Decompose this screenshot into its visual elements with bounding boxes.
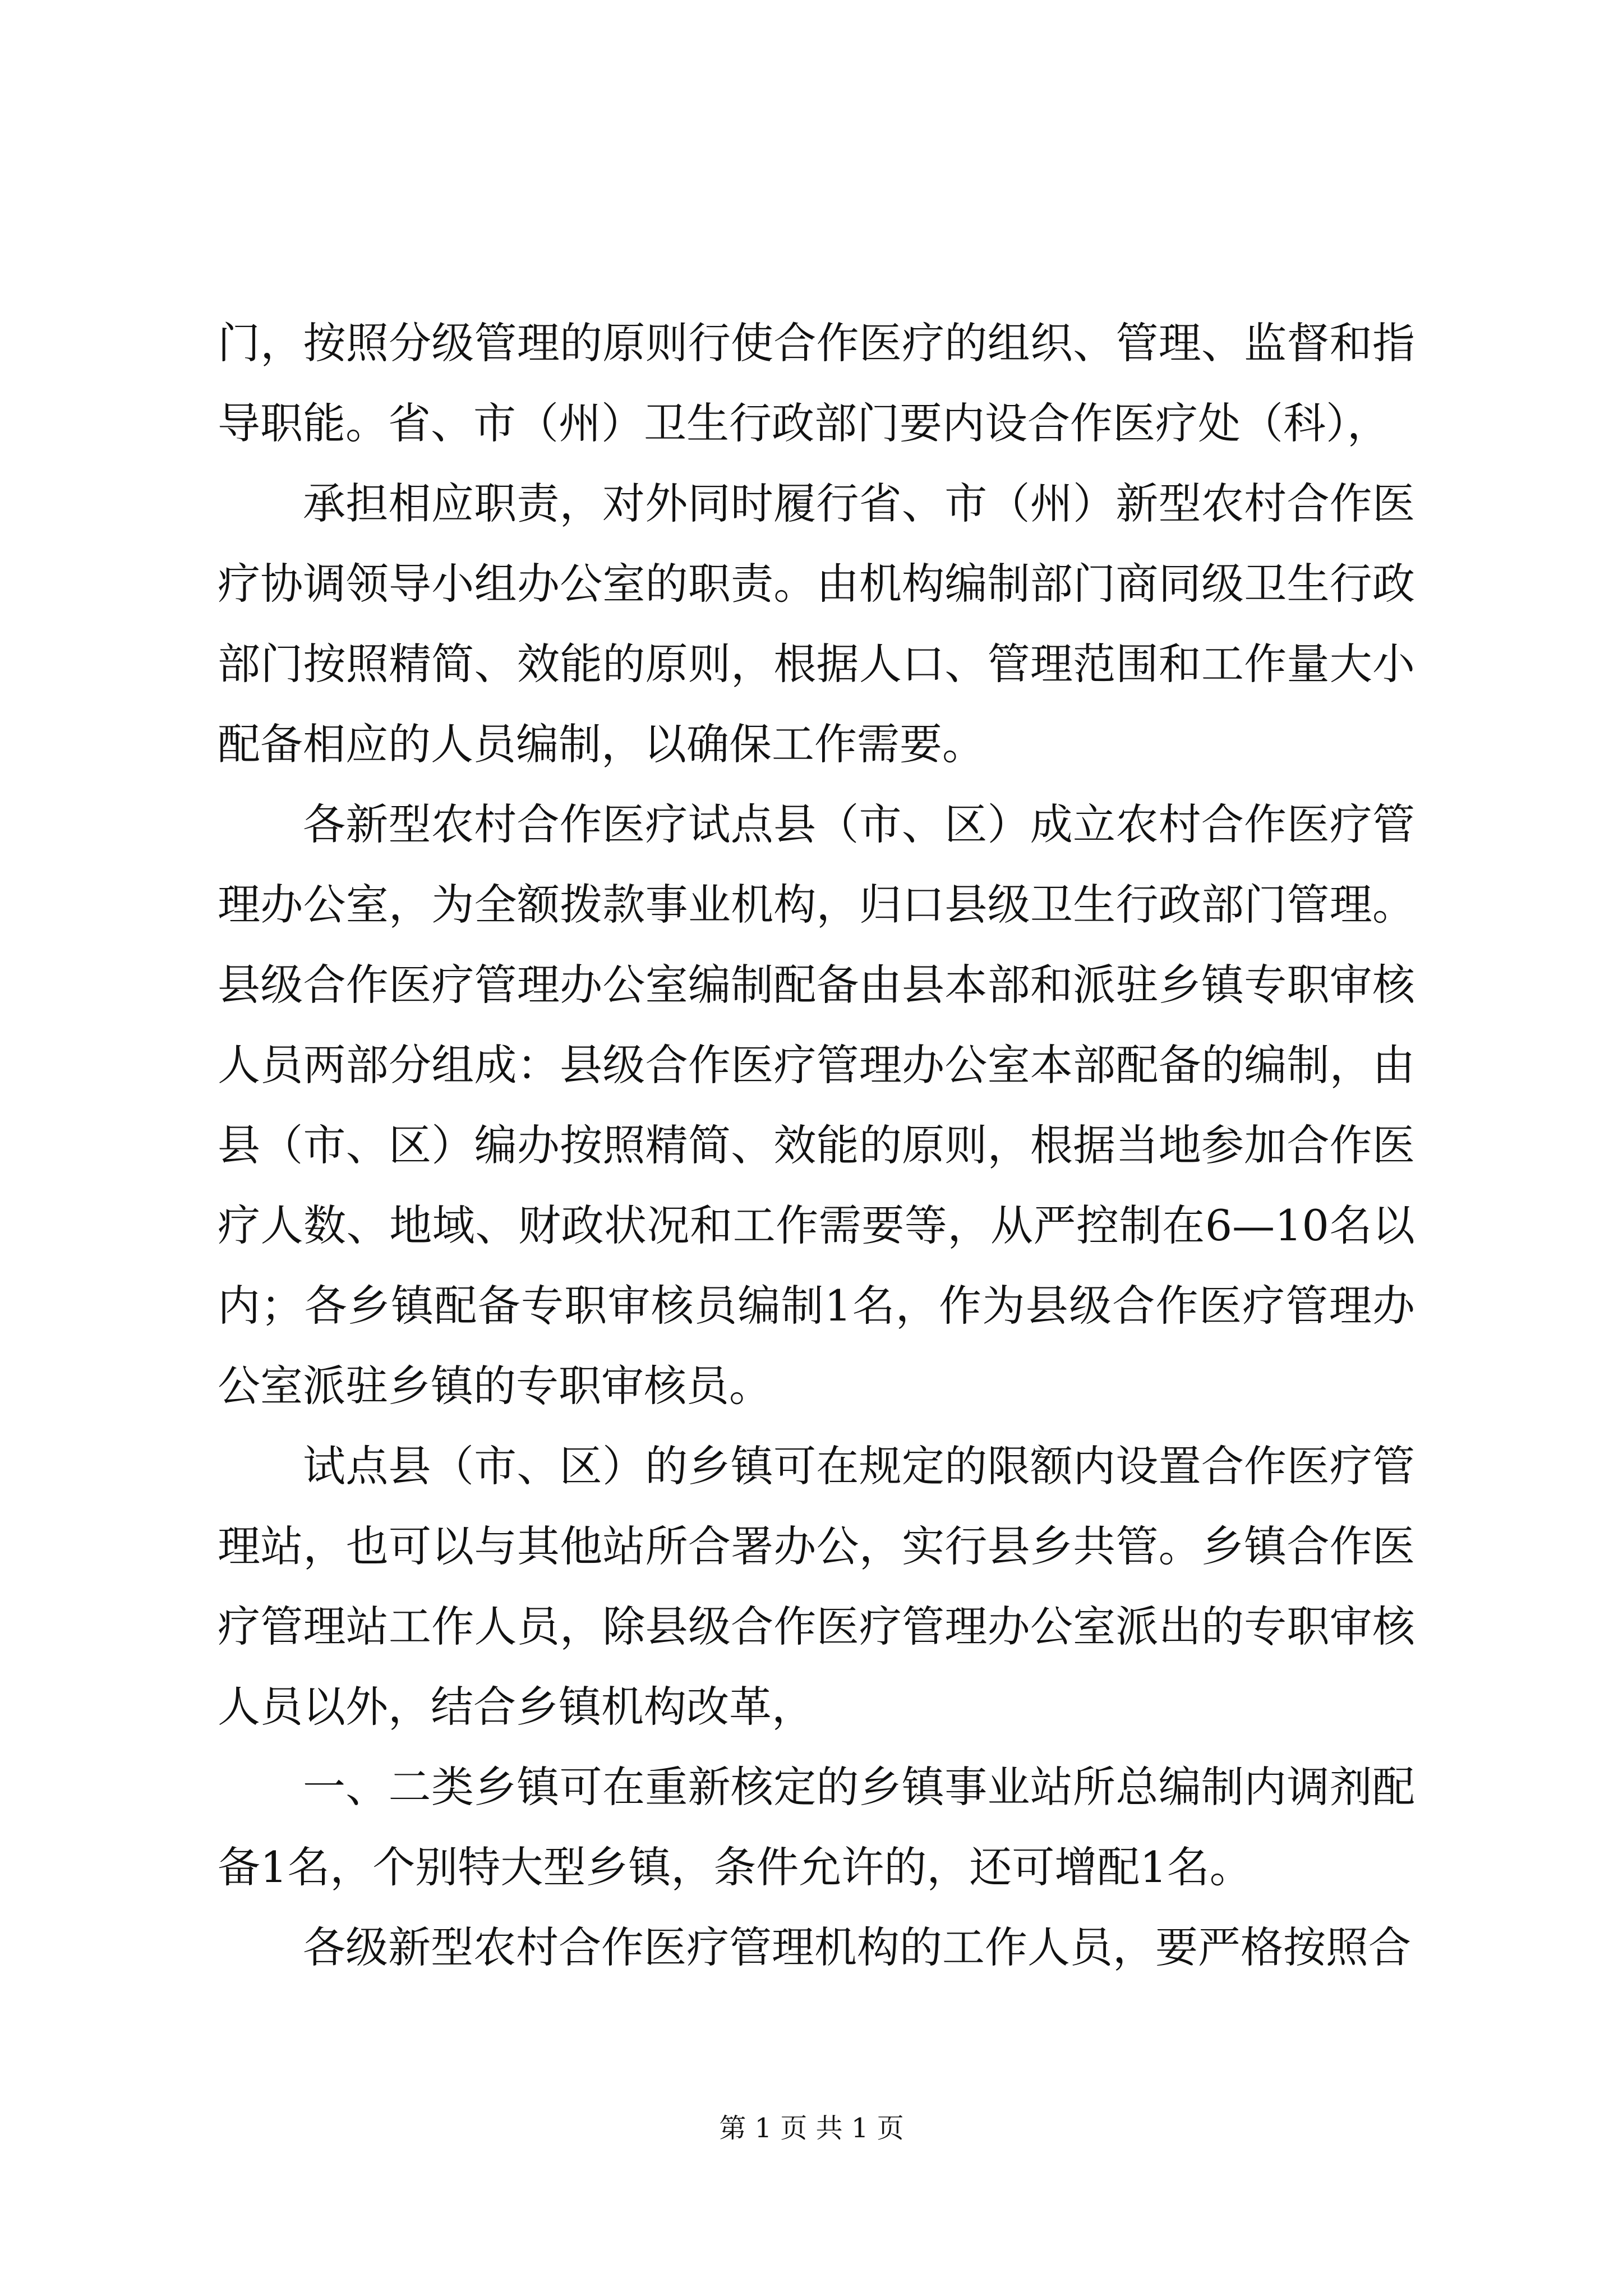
paragraph: 承担相应职责，对外同时履行省、市（州）新型农村合作医疗协调领导小组办公室的职责。由机构编制部门商同级卫生行政部门按照精简、效能的原则，根据人口、管理范围和工作量大小配备相应的人员编制，以确保工作需要。: [218, 478, 1415, 769]
paragraph: 各新型农村合作医疗试点县（市、区）成立农村合作医疗管理办公室，为全额拨款事业机构，归口县级卫生行政部门管理。县级合作医疗管理办公室编制配备由县本部和派驻乡镇专职审核人员两部分组成：县级合作医疗管理办公室本部配备的编制，由县（市、区）编办按照精简、效能的原则，根据当地参加合作医疗人数、地域、财政状况和工作需要等，从严控制在6—10名以内；各乡镇配备专职审核员编制1名，作为县级合作医疗管理办公室派驻乡镇的专职审核员。: [218, 799, 1415, 1411]
paragraph: 一、二类乡镇可在重新核定的乡镇事业站所总编制内调剂配备1名，个别特大型乡镇，条件允许的，还可增配1名。: [218, 1762, 1415, 1892]
paragraph-continuation: 门，按照分级管理的原则行使合作医疗的组织、管理、监督和指导职能。省、市（州）卫生行政部门要内设合作医疗处（科），: [218, 318, 1415, 448]
page-footer: 第 1 页 共 1 页: [719, 2113, 904, 2144]
document-body: [218, 303, 1415, 1987]
paragraph: 各级新型农村合作医疗管理机构的工作人员，要严格按照合: [303, 1922, 1411, 1972]
paragraph: 试点县（市、区）的乡镇可在规定的限额内设置合作医疗管理站，也可以与其他站所合署办公，实行县乡共管。乡镇合作医疗管理站工作人员，除县级合作医疗管理办公室派出的专职审核人员以外，结合乡镇机构改革，: [218, 1441, 1415, 1732]
